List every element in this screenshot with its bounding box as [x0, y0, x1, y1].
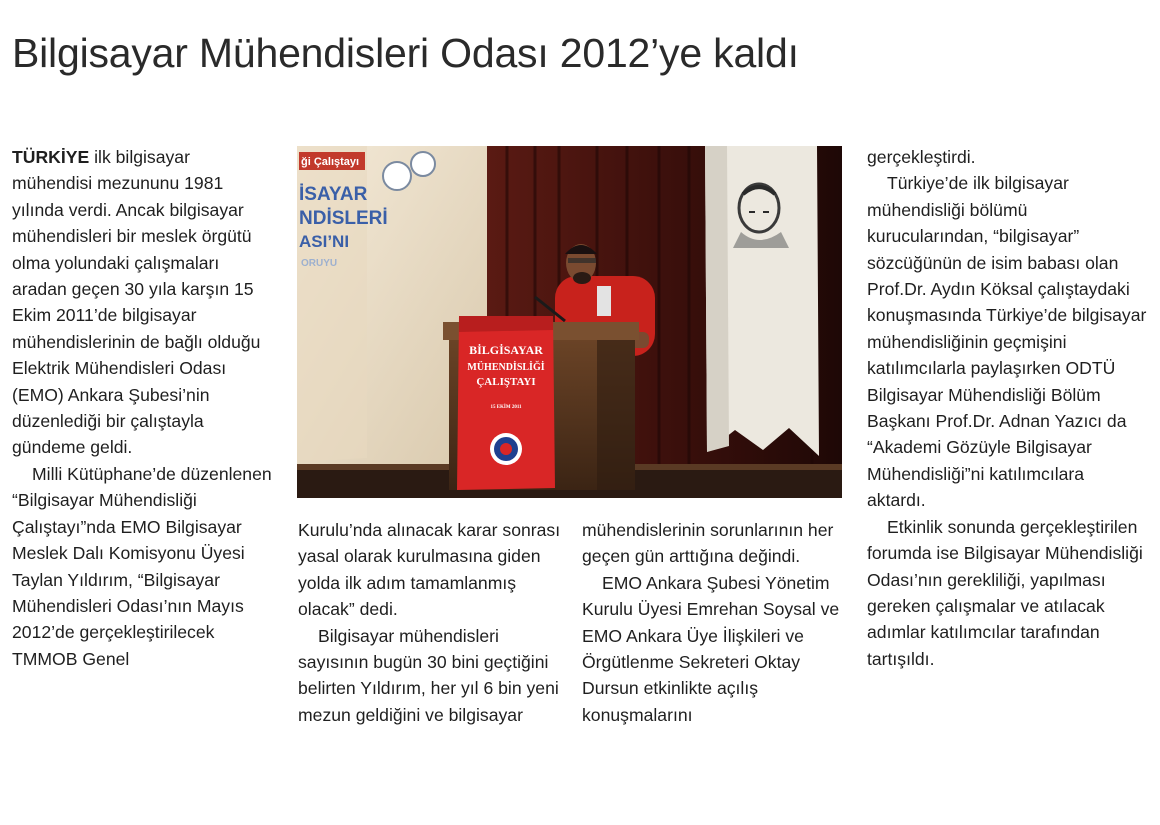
event-photo	[297, 146, 842, 498]
article-paragraph: Kurulu’nda alınacak karar sonrası yasal olarak kurulmasına giden yolda ilk adım tamamlanmış olacak” dedi.	[298, 520, 561, 620]
podium-text-line: ÇALIŞTAYI	[476, 376, 536, 388]
article-column-4	[867, 144, 1147, 672]
screen-text-line: ORUYU	[301, 258, 338, 269]
article-paragraph: gerçekleştirdi.	[867, 147, 976, 167]
article-column-2	[298, 517, 568, 728]
screen-text-line: ASI’NI	[299, 232, 350, 251]
screen-text-line: NDİSLERİ	[299, 208, 388, 229]
article-column-3	[582, 517, 852, 728]
screen-text-line: İSAYAR	[299, 184, 368, 205]
podium	[443, 316, 639, 490]
article-paragraph: Bilgisayar mühendisleri sayısının bugün 30 bini geçtiğini belirten Yıldırım, her yıl 6 bin yeni mezun geldiğini ve bilgisayar	[298, 625, 559, 725]
screen-text-line: ği Çalıştayı	[301, 156, 360, 168]
podium-text-line: BİLGİSAYAR	[469, 343, 543, 357]
article-lead-text: ilk bilgisayar mühendisi mezununu 1981 yılında verdi. Ancak bilgisayar mühendisleri bir meslek örgütü olma yolundaki çalışmaları aradan geçen 30 yıla karşın 15 Ekim 2011’de bilgisayar mühendislerinin de bağlı olduğu Elektrik Mühendisleri Odası (EMO) Ankara Şubesi’nin düzenlediği bir çalıştayla gündeme geldi.	[12, 147, 261, 458]
podium-small-text: 15 EKİM 2011	[490, 405, 522, 410]
article-paragraph: EMO Ankara Şubesi Yönetim Kurulu Üyesi Emrehan Soysal ve EMO Ankara Üye İlişkileri ve Örgütlenme Sekreteri Oktay Dursun etkinlikte açılış konuşmalarını	[582, 572, 840, 725]
article-headline: Bilgisayar Mühendisleri Odası 2012’ye kaldı	[12, 30, 799, 76]
podium-text-line: MÜHENDİSLİĞİ	[467, 362, 545, 373]
article-paragraph: mühendislerinin sorunlarının her geçen gün arttığına değindi.	[582, 520, 834, 567]
article-kicker: TÜRKİYE	[12, 147, 90, 167]
article-column-1	[12, 144, 274, 672]
article-paragraph: Milli Kütüphane’de düzenlenen “Bilgisayar Mühendisliği Çalıştayı”nda EMO Bilgisayar Meslek Dalı Komisyonu Üyesi Taylan Yıldırım, “Bilgisayar Mühendisleri Odası’nın Mayıs 2012’de gerçekleştirilecek TMMOB Genel	[12, 463, 272, 669]
article-paragraph: Türkiye’de ilk bilgisayar mühendisliği bölümü kurucularından, “bilgisayar” sözcüğünün de isim babası olan Prof.Dr. Aydın Köksal çalıştaydaki konuşmasında Türkiye’de bilgisayar mühendisliğinin geçmişini katılımcılarla paylaşırken ODTÜ Bilgisayar Mühendisliği Bölüm Başkanı Prof.Dr. Adnan Yazıcı da “Akademi Gözüyle Bilgisayar Mühendisliği”ni katılımcılara aktardı.	[867, 173, 1147, 511]
article-paragraph	[12, 144, 274, 461]
article-paragraph: Etkinlik sonunda gerçekleştirilen forumda ise Bilgisayar Mühendisliği Odası’nın gerekliliği, yapılması gereken çalışmalar ve atılacak adımlar katılımcılar tarafından tartışıldı.	[867, 516, 1143, 669]
